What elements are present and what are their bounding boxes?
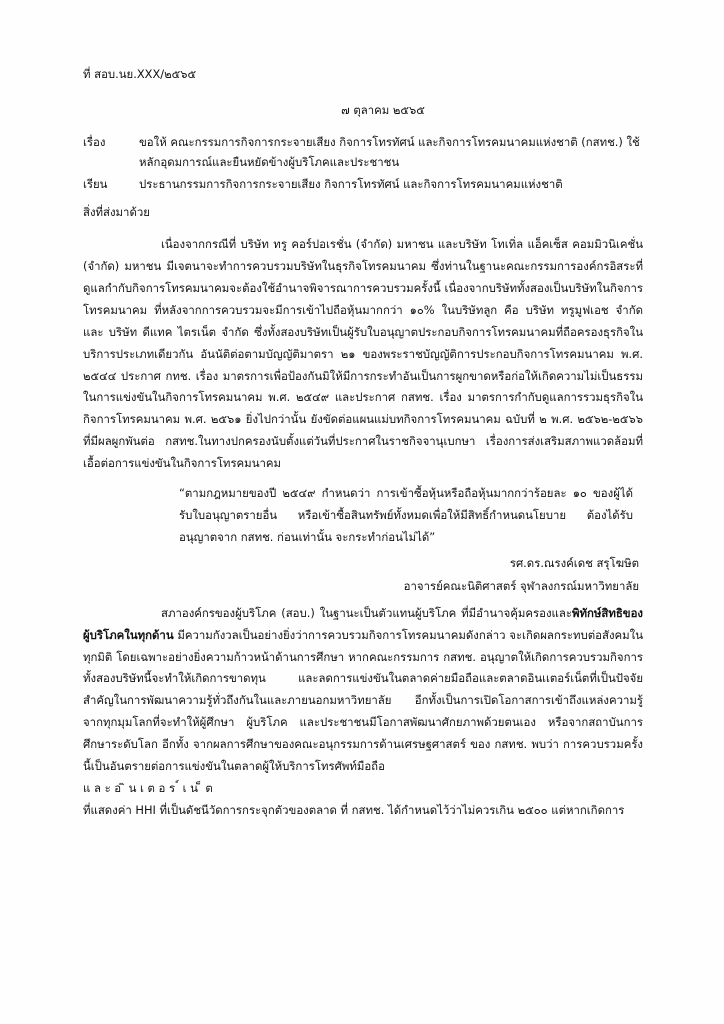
document-date: ๗ ตุลาคม ๒๕๖๕ — [341, 102, 425, 117]
paragraph-2-last-line: ที่แสดงค่า HHI ที่เป็นดัชนีวัดการกระจุกตัวของตลาด ที่ กสทช. ได้กำหนดไว้ว่าไม่ควรเกิน ๒๕๐๐ แต่หากเกิดการ — [83, 802, 625, 817]
paragraph-2-bold: พิทักษ์สิทธิของผู้บริโภคในทุกด้าน — [83, 605, 643, 642]
paragraph-1-text: มิวนิเคชั่น (จำกัด) มหาชน มีเจตนาจะทำการควบรวมบริษัทในธุรกิจโทรคมนาคม ซึ่งท่านในฐานะคณะกรรมการองค์กรอิสระที่ดูแลกำกับกิจการโทรคมนาคมจะต้องใช้อำนาจพิจารณาการควบรวมครั้งนี้ เนื่องจากบริษัททั้งสองเป็นบริษัทในกิจการโทรคมนาคม ที่หลังจากการควบรวมจะมีการเข้าไปถือหุ้นมากกว่า ๑๐% ในบริษัทลูก คือ บริษัท ทรูมูฟเอช จำกัด และ บริษัท ดีแทค ไตรเน็ต จำกัด ซึ่งทั้งสองบริษัทเป็นผู้รับใบอนุญาตประกอบกิจการโทรคมนาคมที่ถือครองธุรกิจในบริการประเภทเดียวกัน อันนัติต่อตามบัญญัติมาตรา ๒๑ ของพระราชบัญญัติการประกอบกิจการโทรคมนาคม พ.ศ. ๒๕๔๔ ประกาศ กทช. เรื่อง มาตรการเพื่อป้องกันมิให้มีการกระทำอันเป็นการผูกขาดหรือก่อให้เกิดความไม่เป็นธรรมในการแข่งขันในกิจการโทรคมนาคม พ.ศ. ๒๕๔๙ และประกาศ กสทช. เรื่อง มาตรการกำกับดูแลการรวมธุรกิจในกิจการโทรคมนาคม พ.ศ. ๒๕๖๑ ยิ่งไปกว่านั้น ยังขัดต่อแผนแม่บทกิจการโทรคมนาคม ฉบับที่ ๒ พ.ศ. ๒๕๖๒-๒๕๖๖ ที่มีผลผูกพันต่อ กสทช.ในทางปกครองนับตั้งแต่วันที่ประกาศในราชกิจจานุเบกษา เรื่องการส่งเสริมสภาพแวดล้อมที่เอื้อต่อการแข่งขันในกิจการโทรคมนาคม — [83, 237, 643, 471]
spread-text-line: แ ล ะ อ ิ น เ ต อ ร ์ เ น ็ ต — [83, 780, 213, 795]
subject-value — [139, 132, 643, 173]
signature-name: รศ.ดร.ณรงค์เดช สรุโฆษิต — [509, 555, 639, 570]
paragraph-1 — [83, 234, 643, 475]
paragraph-2-rest: มีความกังวลเป็นอย่างยิ่งว่าการควบรวมกิจการโทรคมนาคมดังกล่าว จะเกิดผลกระทบต่อสังคมในทุกมิติ โดยเฉพาะอย่างยิ่งความก้าวหน้าด้านการศึกษา หากคณะกรรมการ กสทช. อนุญาตให้เกิดการควบรวมกิจการทั้งสองบริษัทนี้จะทำให้เกิดการขาดทุน และลดการแข่งขันในตลาดค่ายมือถือและตลาดอินเเตอร์เน็ตที่เป็นปัจจัยสำคัญในการพัฒนาความรู้ทั่วถึงกันในและภายนอกมหาวิทยาลัย อีกทั้งเป็นการเปิดโอกาสการเข้าถึงแหล่งความรู้จากทุกมุมโลกที่จะทำให้ผู้ศึกษา ผู้บริโภค และประชาชนมีโอกาสพัฒนาศักยภาพด้วยตนเอง หรือจากสถาบันการศึกษาระดับโลก อีกทั้ง จากผลการศึกษาของคณะอนุกรรมการด้านเศรษฐศาสตร์ ของ กสทช. พบว่า การควบรวมครั้งนี้เป็นอันตรายต่อการแข่งขันในตลาดผู้ให้บริการโทรศัพท์มือถือ — [83, 627, 643, 774]
subject-line-2: หลักอุดมการณ์และยืนหยัดข้างผู้บริโภคและประชาชน — [139, 155, 400, 170]
subject-row — [83, 132, 643, 173]
quote-block: “ตามกฎหมายของปี ๒๕๔๙ กำหนดว่า การเข้าซื้อหุ้นหรือถือหุ้นมากกว่าร้อยละ ๑๐ ของผู้ได้รับใบอนุญาตรายอื่น หรือเข้าซื้อสินทรัพย์ทั้งหมดเพื่อให้มีสิทธิ์กำหนดนโยบาย ต้องได้รับอนุญาตจาก กสทช. ก่อนเท่านั้น จะกระทำก่อนไม่ได้” — [179, 485, 633, 544]
attachment-label: สิ่งที่ส่งมาด้วย — [83, 205, 150, 220]
subject-line-1: ขอให้ คณะกรรมการกิจการกระจายเสียง กิจการโทรทัศน์ และกิจการโทรคมนาคมแห่งชาติ (กสทช.) ใช้ — [139, 134, 640, 149]
document-body — [83, 64, 643, 822]
recipient-label: เรียน — [83, 177, 108, 192]
paragraph-2 — [83, 603, 643, 778]
document-number: ที่ สอบ.นย.XXX/๒๕๖๕ — [83, 67, 197, 81]
subject-label: เรื่อง — [83, 134, 106, 149]
signature-affiliation: อาจารย์คณะนิติศาสตร์ จุฬาลงกรณ์มหาวิทยาลัย — [403, 578, 639, 593]
paragraph-2-lead: สภาองค์กรของผู้บริโภค (สอบ.) ในฐานะเป็นตัวแทนผู้บริโภค ที่มีอำนาจคุ้มครองและ — [161, 605, 572, 620]
recipient-row — [83, 174, 643, 196]
paragraph-1-lead: เนื่องจากกรณีที่ บริษัท ทรู คอร์ปอเรชั่น (จำกัด) มหาชน และบริษัท โทเทิ่ล แอ็คเซ็ส คอม — [161, 237, 595, 252]
recipient-value: ประธานกรรมการกิจการกระจายเสียง กิจการโทรทัศน์ และกิจการโทรคมนาคมแห่งชาติ — [139, 177, 563, 192]
